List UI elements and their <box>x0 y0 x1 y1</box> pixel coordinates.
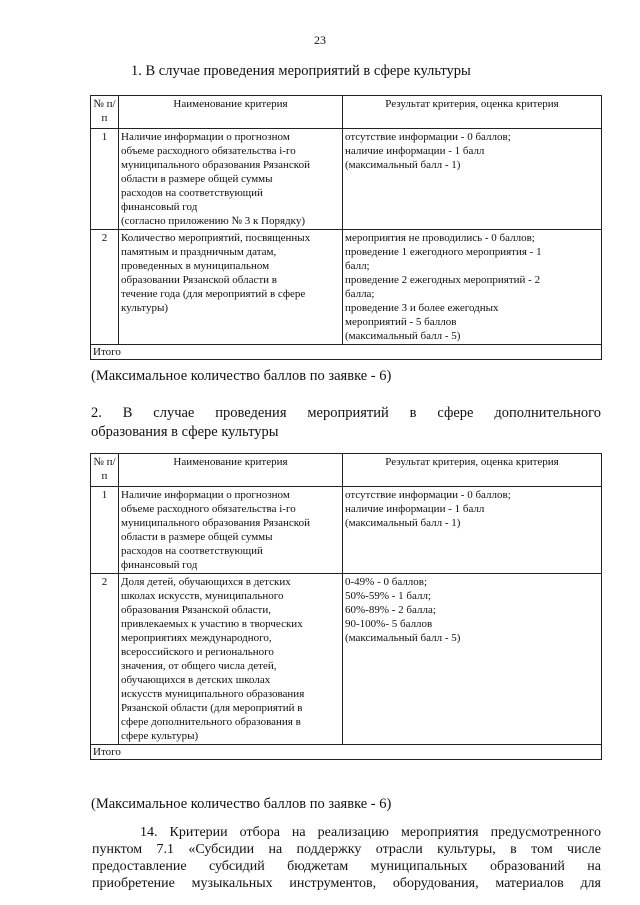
criterion-line: мероприятиях международного, <box>121 632 272 644</box>
result-line: 0-49% - 0 баллов; <box>345 576 428 588</box>
paragraph-line: предоставление субсидий бюджетам муниципальных образований на <box>92 859 601 874</box>
criterion-line: Наличие информации о прогнозном <box>121 489 290 501</box>
criterion-line: привлекаемых к участию в творческих <box>121 618 303 630</box>
criterion-line: течение года (для мероприятий в сфере <box>121 288 306 300</box>
result-line: наличие информации - 1 балл <box>345 145 485 157</box>
row-number: 1 <box>91 129 119 230</box>
result-line: (максимальный балл - 5) <box>345 330 461 342</box>
criterion-cell <box>119 129 343 230</box>
result-line: отсутствие информации - 0 баллов; <box>345 489 511 501</box>
header-result: Результат критерия, оценка критерия <box>343 454 602 487</box>
table-row <box>91 230 602 345</box>
result-cell <box>343 230 602 345</box>
criterion-line: Наличие информации о прогнозном <box>121 131 290 143</box>
total-value <box>343 345 602 360</box>
paragraph-line: 14. Критерии отбора на реализацию мероприятия предусмотренного <box>140 825 601 840</box>
result-line: проведение 1 ежегодного мероприятия - 1 <box>345 246 542 258</box>
criterion-line: культуры) <box>121 302 169 314</box>
criterion-line: области в размере общей суммы <box>121 173 273 185</box>
result-line: балл; <box>345 260 370 272</box>
result-line: проведение 2 ежегодных мероприятий - 2 <box>345 274 541 286</box>
header-criterion: Наименование критерия <box>119 454 343 487</box>
criteria-table-culture <box>90 95 602 360</box>
total-row <box>91 745 602 760</box>
total-label: Итого <box>91 745 343 760</box>
criterion-line: сфере дополнительного образования в <box>121 716 301 728</box>
criterion-line: финансовый год <box>121 201 198 213</box>
max-score-note: (Максимальное количество баллов по заявке - 6) <box>91 796 392 812</box>
criterion-line: значения, от общего числа детей, <box>121 660 277 672</box>
criterion-line: обучающихся в детских школах <box>121 674 271 686</box>
header-number: № п/п <box>91 454 119 487</box>
row-number: 2 <box>91 574 119 745</box>
criterion-line: (согласно приложению № 3 к Порядку) <box>121 215 305 227</box>
result-line: (максимальный балл - 1) <box>345 159 461 171</box>
total-value <box>343 745 602 760</box>
section-2-heading-line: 2. В случае проведения мероприятий в сфере дополнительного <box>91 405 601 421</box>
table-row <box>91 574 602 745</box>
criteria-table-additional-education <box>90 453 602 760</box>
header-number: № п/п <box>91 96 119 129</box>
total-label: Итого <box>91 345 343 360</box>
criterion-line: расходов на соответствующий <box>121 545 263 557</box>
criterion-cell <box>119 487 343 574</box>
criterion-line: школах искусств, муниципального <box>121 590 284 602</box>
table-row <box>91 487 602 574</box>
criterion-line: объеме расходного обязательства i-го <box>121 503 296 515</box>
result-line: (максимальный балл - 1) <box>345 517 461 529</box>
result-cell <box>343 574 602 745</box>
criterion-line: Доля детей, обучающихся в детских <box>121 576 291 588</box>
result-line: мероприятия не проводились - 0 баллов; <box>345 232 535 244</box>
result-line: мероприятий - 5 баллов <box>345 316 457 328</box>
result-line: наличие информации - 1 балл <box>345 503 485 515</box>
criterion-line: расходов на соответствующий <box>121 187 263 199</box>
max-score-note: (Максимальное количество баллов по заявке - 6) <box>91 368 392 384</box>
result-line: 50%-59% - 1 балл; <box>345 590 432 602</box>
criterion-line: области в размере общей суммы <box>121 531 273 543</box>
criterion-cell <box>119 230 343 345</box>
result-line: 90-100%- 5 баллов <box>345 618 433 630</box>
criterion-line: муниципального образования Рязанской <box>121 517 310 529</box>
clause-14-paragraph <box>92 824 601 892</box>
result-line: (максимальный балл - 5) <box>345 632 461 644</box>
table-header-row <box>91 96 602 129</box>
page-number: 23 <box>314 33 326 47</box>
header-result: Результат критерия, оценка критерия <box>343 96 602 129</box>
result-line: проведение 3 и более ежегодных <box>345 302 499 314</box>
table-row <box>91 129 602 230</box>
criterion-line: проведенных в муниципальном <box>121 260 270 272</box>
header-criterion: Наименование критерия <box>119 96 343 129</box>
result-line: 60%-89% - 2 балла; <box>345 604 436 616</box>
criterion-line: памятным и праздничным датам, <box>121 246 277 258</box>
criterion-line: искусств муниципального образования <box>121 688 305 700</box>
total-row <box>91 345 602 360</box>
criterion-line: муниципального образования Рязанской <box>121 159 310 171</box>
criterion-line: финансовый год <box>121 559 198 571</box>
section-2-heading <box>91 404 601 442</box>
row-number: 2 <box>91 230 119 345</box>
criterion-line: объеме расходного обязательства i-го <box>121 145 296 157</box>
row-number: 1 <box>91 487 119 574</box>
section-2-heading-line: образования в сфере культуры <box>91 424 279 440</box>
result-cell <box>343 487 602 574</box>
paragraph-line: приобретение музыкальных инструментов, оборудования, материалов для <box>92 876 601 891</box>
criterion-cell <box>119 574 343 745</box>
result-line: балла; <box>345 288 375 300</box>
criterion-line: сфере культуры) <box>121 730 199 742</box>
table-header-row <box>91 454 602 487</box>
criterion-line: Количество мероприятий, посвященных <box>121 232 311 244</box>
criterion-line: Рязанской области (для мероприятий в <box>121 702 303 714</box>
paragraph-line: пунктом 7.1 «Субсидии на поддержку отрасли культуры, в том числе <box>92 842 601 857</box>
criterion-line: образования Рязанской области, <box>121 604 271 616</box>
criterion-line: образовании Рязанской области в <box>121 274 277 286</box>
result-line: отсутствие информации - 0 баллов; <box>345 131 511 143</box>
section-1-heading: 1. В случае проведения мероприятий в сфере культуры <box>131 63 471 79</box>
criterion-line: всероссийского и регионального <box>121 646 274 658</box>
result-cell <box>343 129 602 230</box>
